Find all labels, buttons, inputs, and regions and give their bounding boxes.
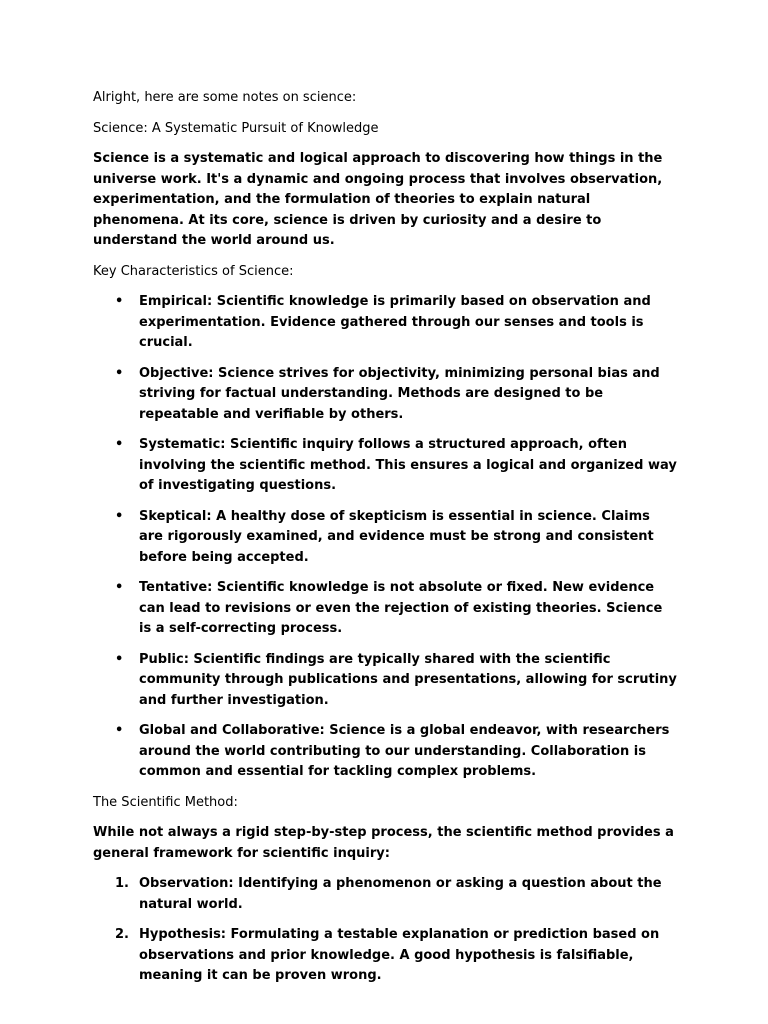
list-item-text: Global and Collaborative: Science is a global endeavor, with researchers around the world contributing to our understanding. Collaboration is common and essential for tackling complex problems. — [139, 723, 670, 779]
list-item-text: Objective: Science strives for objectivity, minimizing personal bias and striving for factual understanding. Methods are designed to be repeatable and verifiable by others. — [139, 365, 660, 422]
intro-line: Alright, here are some notes on science: — [93, 90, 357, 105]
list-item-text: Systematic: Scientific inquiry follows a structured approach, often involving the scientific method. This ensures a logical and organized way of investigating questions. — [139, 437, 677, 493]
intro-paragraph: Science is a systematic and logical approach to discovering how things in the universe work. It's a dynamic and ongoing process that involves observation, experimentation, and the formulation of theories to explain natural phenomena. At its core, science is driven by curiosity and a desire to understand the world around us. — [93, 151, 663, 248]
list-item — [93, 292, 678, 354]
list-item — [93, 507, 678, 569]
list-item — [93, 925, 678, 987]
bullet-marker: • — [115, 294, 124, 309]
method-steps-list — [93, 874, 678, 987]
list-item-text: Hypothesis: Formulating a testable explanation or prediction based on observations and prior knowledge. A good hypothesis is falsifiable, meaning it can be proven wrong. — [139, 927, 660, 983]
bullet-marker: • — [115, 508, 124, 524]
step-number: 2. — [115, 927, 129, 942]
list-item — [93, 435, 678, 497]
step-number: 1. — [115, 876, 129, 891]
list-item-text: Empirical: Scientific knowledge is primarily based on observation and experimentation. Evidence gathered through our senses and tools is crucial. — [139, 294, 651, 350]
list-item-text: Observation: Identifying a phenomenon or asking a question about the natural world. — [139, 876, 662, 912]
list-item-text: Tentative: Scientific knowledge is not absolute or fixed. New evidence can lead to revisions or even the rejection of existing theories. Science is a self-correcting process. — [139, 580, 663, 636]
list-item-text: Skeptical: A healthy dose of skepticism is essential in science. Claims are rigorously examined, and evidence must be strong and consistent before being accepted. — [139, 508, 654, 565]
list-item — [93, 650, 678, 712]
document-title: Science: A Systematic Pursuit of Knowledge — [93, 120, 379, 136]
bullet-marker: • — [115, 723, 124, 738]
list-item — [93, 364, 678, 426]
bullet-marker: • — [115, 437, 124, 452]
method-intro: While not always a rigid step-by-step process, the scientific method provides a general framework for scientific inquiry: — [93, 825, 674, 861]
characteristics-heading: Key Characteristics of Science: — [93, 263, 294, 279]
list-item — [93, 721, 678, 783]
bullet-marker: • — [115, 365, 124, 381]
list-item — [93, 578, 678, 640]
characteristics-list — [93, 292, 678, 783]
list-item — [93, 874, 678, 915]
bullet-marker: • — [115, 651, 124, 667]
list-item-text: Public: Scientific findings are typically shared with the scientific community through publications and presentations, allowing for scrutiny and further investigation. — [139, 651, 677, 708]
method-heading: The Scientific Method: — [93, 794, 238, 810]
bullet-marker: • — [115, 580, 124, 595]
